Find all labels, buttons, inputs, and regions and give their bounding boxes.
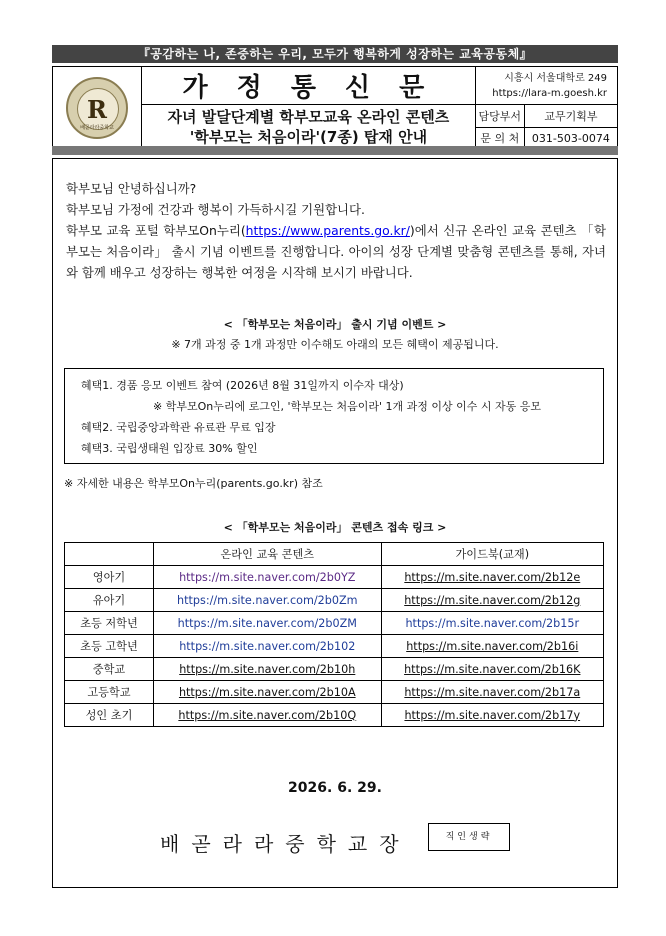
stage-cell: 고등학교	[65, 681, 154, 704]
stage-cell: 성인 초기	[65, 704, 154, 727]
online-link[interactable]: https://m.site.naver.com/2b10A	[154, 681, 382, 704]
subject-line-2: '학부모는 처음이라'(7종) 탑재 안내	[189, 128, 428, 146]
main-paragraph	[66, 220, 606, 283]
table-row	[65, 658, 604, 681]
online-link[interactable]: https://m.site.naver.com/2b10Q	[154, 704, 382, 727]
website-text[interactable]: https://lara-m.goesh.kr	[492, 87, 607, 99]
benefit-1-note: ※ 학부모On누리에 로그인, '학부모는 처음이라' 1개 과정 이상 이수 시 자동 응모	[153, 400, 542, 413]
links-title: < 「학부모는 처음이라」 콘텐츠 접속 링크 >	[223, 521, 447, 534]
letter-body	[66, 178, 606, 283]
paragraph-rest: )에서 신규 온라인 교육 콘텐츠 「학부모는 처음이라」 출시 기념 이벤트를 진행합니다. 아이의 성장 단계별 맞춤형 콘텐츠를 통해, 자녀와 함께 배우고 성장하는 행복한 여정을 시작해 보시기 바랍니다.	[66, 223, 606, 280]
online-link[interactable]: https://m.site.naver.com/2b0YZ	[154, 566, 382, 589]
parents-portal-link[interactable]: https://www.parents.go.kr/	[245, 223, 410, 238]
event-title: < 「학부모는 처음이라」 출시 기념 이벤트 >	[223, 318, 447, 331]
stage-cell: 초등 고학년	[65, 635, 154, 658]
online-link[interactable]: https://m.site.naver.com/2b0ZM	[154, 612, 382, 635]
school-logo	[66, 77, 128, 139]
stage-cell: 영아기	[65, 566, 154, 589]
dept-label: 담당부서	[475, 105, 524, 128]
table-row	[65, 566, 604, 589]
paragraph-intro: 학부모 교육 포털 학부모On누리(	[66, 223, 246, 238]
reference-note: ※ 자세한 내용은 학부모On누리(parents.go.kr) 참조	[64, 477, 323, 490]
address-text: 시흥시 서울대학로 249	[504, 72, 607, 84]
header-guide: 가이드북(교재)	[381, 543, 603, 566]
benefit-2: 혜택2. 국립중앙과학관 유료관 무료 입장	[81, 421, 276, 434]
table-row	[65, 612, 604, 635]
logo-cell	[53, 67, 142, 150]
table-row	[65, 704, 604, 727]
table-row	[65, 681, 604, 704]
notice-subject	[142, 105, 476, 150]
stage-cell: 유아기	[65, 589, 154, 612]
guide-link[interactable]: https://m.site.naver.com/2b17y	[381, 704, 603, 727]
online-link[interactable]: https://m.site.naver.com/2b10h	[154, 658, 382, 681]
header-online: 온라인 교육 콘텐츠	[154, 543, 382, 566]
benefits-box	[64, 368, 604, 464]
table-row	[65, 635, 604, 658]
school-address	[475, 67, 617, 105]
contact-value: 031-503-0074	[524, 127, 617, 150]
benefit-1: 혜택1. 경품 응모 이벤트 참여 (2026년 8월 31일까지 이수자 대상)	[81, 379, 404, 392]
guide-link[interactable]: https://m.site.naver.com/2b12g	[381, 589, 603, 612]
stage-cell: 중학교	[65, 658, 154, 681]
benefit-3: 혜택3. 국립생태원 입장료 30% 할인	[81, 442, 258, 455]
logo-monogram: R	[87, 95, 107, 124]
links-header-row	[65, 543, 604, 566]
logo-text: 배곧라라중학교	[80, 125, 114, 131]
header-empty-cell	[65, 543, 154, 566]
principal-signature: 배곧라라중학교장	[160, 832, 411, 856]
page-title: 가 정 통 신 문	[142, 67, 476, 105]
table-row	[65, 589, 604, 612]
divider-bar	[52, 146, 618, 155]
school-slogan: 『공감하는 나, 존중하는 우리, 모두가 행복하게 성장하는 교육공동체』	[52, 45, 618, 63]
online-link[interactable]: https://m.site.naver.com/2b102	[154, 635, 382, 658]
guide-link[interactable]: https://m.site.naver.com/2b15r	[381, 612, 603, 635]
greeting-line-1: 학부모님 안녕하십니까?	[66, 181, 197, 196]
guide-link[interactable]: https://m.site.naver.com/2b16i	[381, 635, 603, 658]
online-link[interactable]: https://m.site.naver.com/2b0Zm	[154, 589, 382, 612]
greeting-line-2: 학부모님 가정에 건강과 행복이 가득하시길 기원합니다.	[66, 202, 365, 217]
dept-value: 교무기획부	[524, 105, 617, 128]
guide-link[interactable]: https://m.site.naver.com/2b12e	[381, 566, 603, 589]
event-note: ※ 7개 과정 중 1개 과정만 이수해도 아래의 모든 혜택이 제공됩니다.	[171, 338, 499, 351]
issue-date: 2026. 6. 29.	[288, 780, 382, 796]
guide-link[interactable]: https://m.site.naver.com/2b16K	[381, 658, 603, 681]
contact-label: 문 의 처	[475, 127, 524, 150]
stage-cell: 초등 저학년	[65, 612, 154, 635]
subject-line-1: 자녀 발달단계별 학부모교육 온라인 콘텐츠	[167, 108, 450, 126]
letter-header	[52, 66, 618, 150]
links-table	[64, 542, 604, 727]
guide-link[interactable]: https://m.site.naver.com/2b17a	[381, 681, 603, 704]
seal-omitted-stamp: 직인생략	[428, 823, 510, 851]
